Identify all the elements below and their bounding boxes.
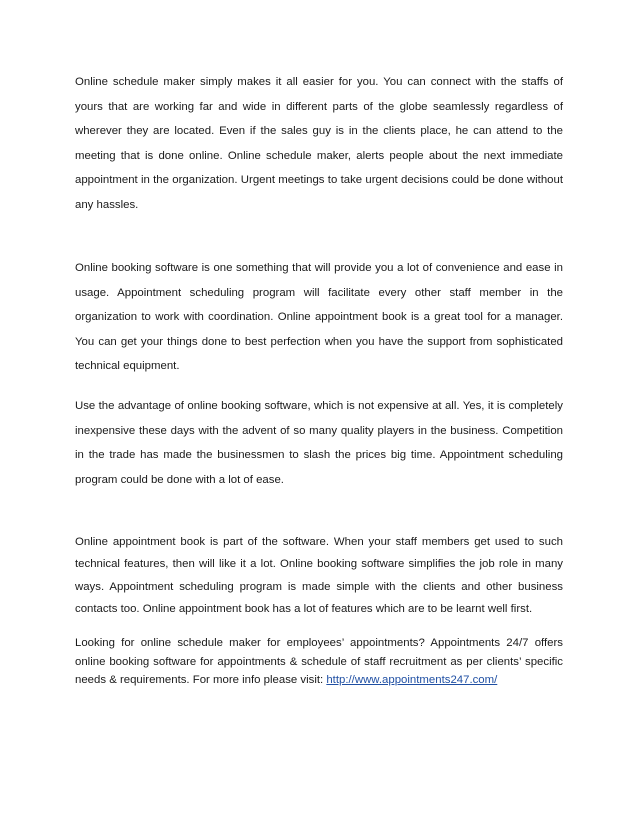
paragraph-call-to-action	[75, 634, 563, 690]
website-link[interactable]: http://www.appointments247.com/	[326, 674, 498, 687]
paragraph-text: Online appointment book is part of the software. When your staff members get used to such technical features, then will like it a lot. Online booking software simplifies the job role in many ways. Appointment scheduling program is made simple with the clients and other business contacts too. Online appointment book has a lot of features which are to be learnt well first.	[75, 536, 563, 616]
paragraph-advantage	[75, 394, 563, 492]
paragraph-text: Online booking software is one something that will provide you a lot of convenience and ease in usage. Appointment scheduling program will facilitate every other staff member in the organization to work with coordination. Online appointment book is a great tool for a manager. You can get your things done to best perfection when you have the support from sophisticated technical equipment.	[75, 262, 563, 373]
paragraph-text: Use the advantage of online booking software, which is not expensive at all. Yes, it is completely inexpensive these days with the advent of so many quality players in the business. Competition in the trade has made the businessmen to slash the prices big time. Appointment scheduling program could be done with a lot of ease.	[75, 400, 563, 486]
paragraph-online-booking-software	[75, 256, 563, 379]
paragraph-appointment-book	[75, 531, 563, 621]
paragraph-online-schedule-maker	[75, 70, 563, 218]
paragraph-text: Looking for online schedule maker for employees’ appointments? Appointments 24/7 offers online booking software for appointments & schedule of staff recruitment as per clients’ specific needs & requirements. For more info please visit:	[75, 637, 563, 687]
paragraph-text: Online schedule maker simply makes it all easier for you. You can connect with the staffs of yours that are working far and wide in different parts of the globe seamlessly regardless of wherever they are located. Even if the sales guy is in the clients place, he can attend to the meeting that is done online. Online schedule maker, alerts people about the next immediate appointment in the organization. Urgent meetings to take urgent decisions could be done without any hassles.	[75, 76, 563, 211]
